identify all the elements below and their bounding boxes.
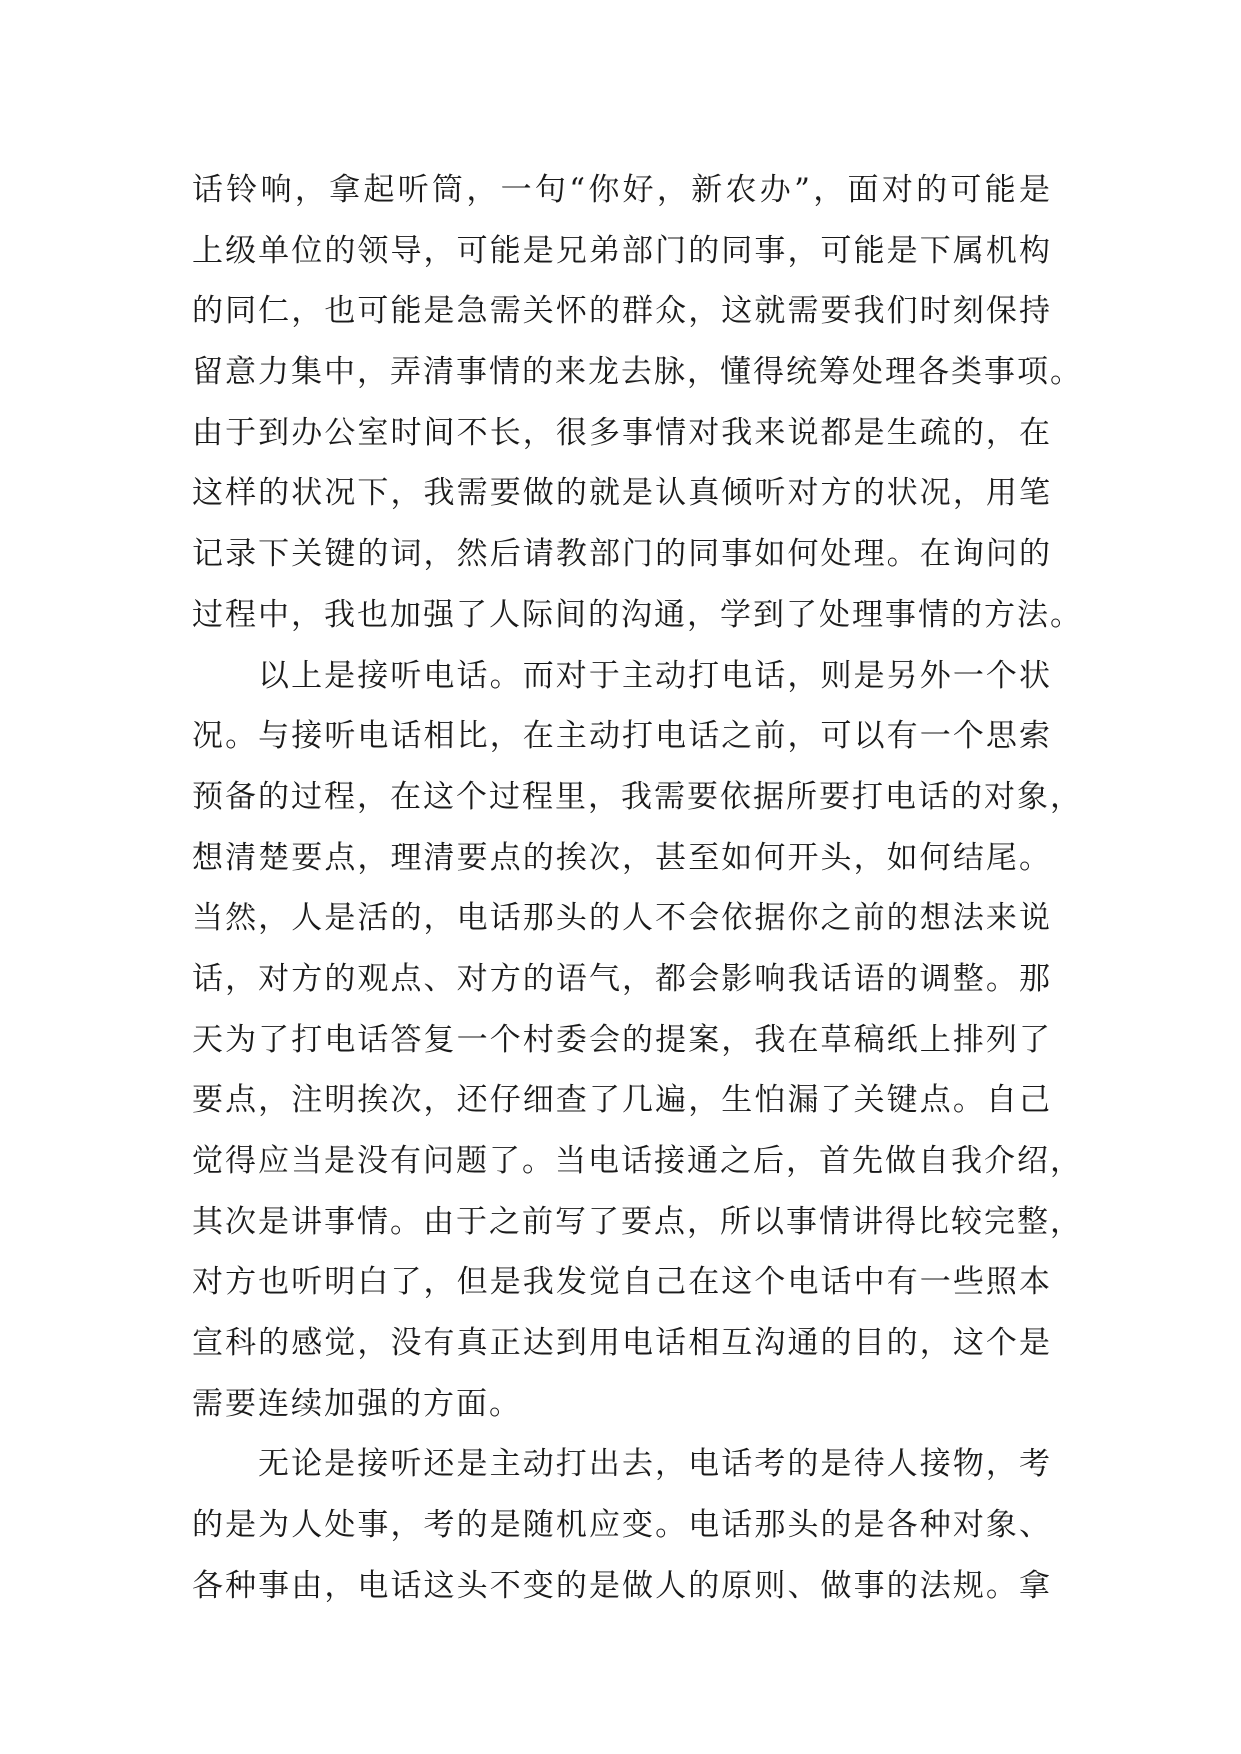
document-body <box>192 160 1083 1617</box>
text-line: 无论是接听还是主动打出去，电话考的是待人接物，考 <box>258 1446 1052 1483</box>
text-line: 其次是讲事情。由于之前写了要点，所以事情讲得比较完整， <box>192 1203 1083 1240</box>
text-line: 各种事由，电话这头不变的是做人的原则、做事的法规。拿 <box>192 1567 1052 1604</box>
text-line: 记录下关键的词，然后请教部门的同事如何处理。在询问的 <box>192 536 1052 573</box>
text-line: 觉得应当是没有问题了。当电话接通之后，首先做自我介绍， <box>192 1143 1083 1179</box>
text-line: 由于到办公室时间不长，很多事情对我来说都是生疏的，在 <box>192 414 1052 451</box>
text-line: 需要连续加强的方面。 <box>192 1385 522 1422</box>
text-line: 要点，注明挨次，还仔细查了几遍，生怕漏了关键点。自己 <box>192 1082 1052 1119</box>
text-line: 对方也听明白了，但是我发觉自己在这个电话中有一些照本 <box>192 1264 1052 1301</box>
text-line: 话，对方的观点、对方的语气，都会影响我话语的调整。那 <box>192 960 1052 997</box>
text-line: 的同仁，也可能是急需关怀的群众，这就需要我们时刻保持 <box>192 293 1052 330</box>
text-line: 这样的状况下，我需要做的就是认真倾听对方的状况，用笔 <box>192 475 1052 512</box>
paragraph <box>192 646 1083 1435</box>
text-line: 况。与接听电话相比，在主动打电话之前，可以有一个思索 <box>192 718 1052 755</box>
text-line: 以上是接听电话。而对于主动打电话，则是另外一个状 <box>258 657 1052 694</box>
text-line: 天为了打电话答复一个村委会的提案，我在草稿纸上排列了 <box>192 1021 1052 1058</box>
text-line: 的是为人处事，考的是随机应变。电话那头的是各种对象、 <box>192 1507 1052 1544</box>
paragraph <box>192 160 1083 646</box>
text-line: 预备的过程，在这个过程里，我需要依据所要打电话的对象， <box>192 778 1083 815</box>
text-line: 上级单位的领导，可能是兄弟部门的同事，可能是下属机构 <box>192 232 1052 269</box>
text-line: 想清楚要点，理清要点的挨次，甚至如何开头，如何结尾。 <box>192 839 1052 876</box>
text-line: 过程中，我也加强了人际间的沟通，学到了处理事情的方法。 <box>192 596 1083 633</box>
text-line: 当然，人是活的，电话那头的人不会依据你之前的想法来说 <box>192 900 1052 937</box>
text-line: 宣科的感觉，没有真正达到用电话相互沟通的目的，这个是 <box>192 1325 1052 1362</box>
text-line: 话铃响，拿起听筒，一句“你好，新农办”，面对的可能是 <box>192 172 1052 208</box>
text-line: 留意力集中，弄清事情的来龙去脉，懂得统筹处理各类事项。 <box>192 354 1083 391</box>
paragraph <box>192 1434 1052 1616</box>
